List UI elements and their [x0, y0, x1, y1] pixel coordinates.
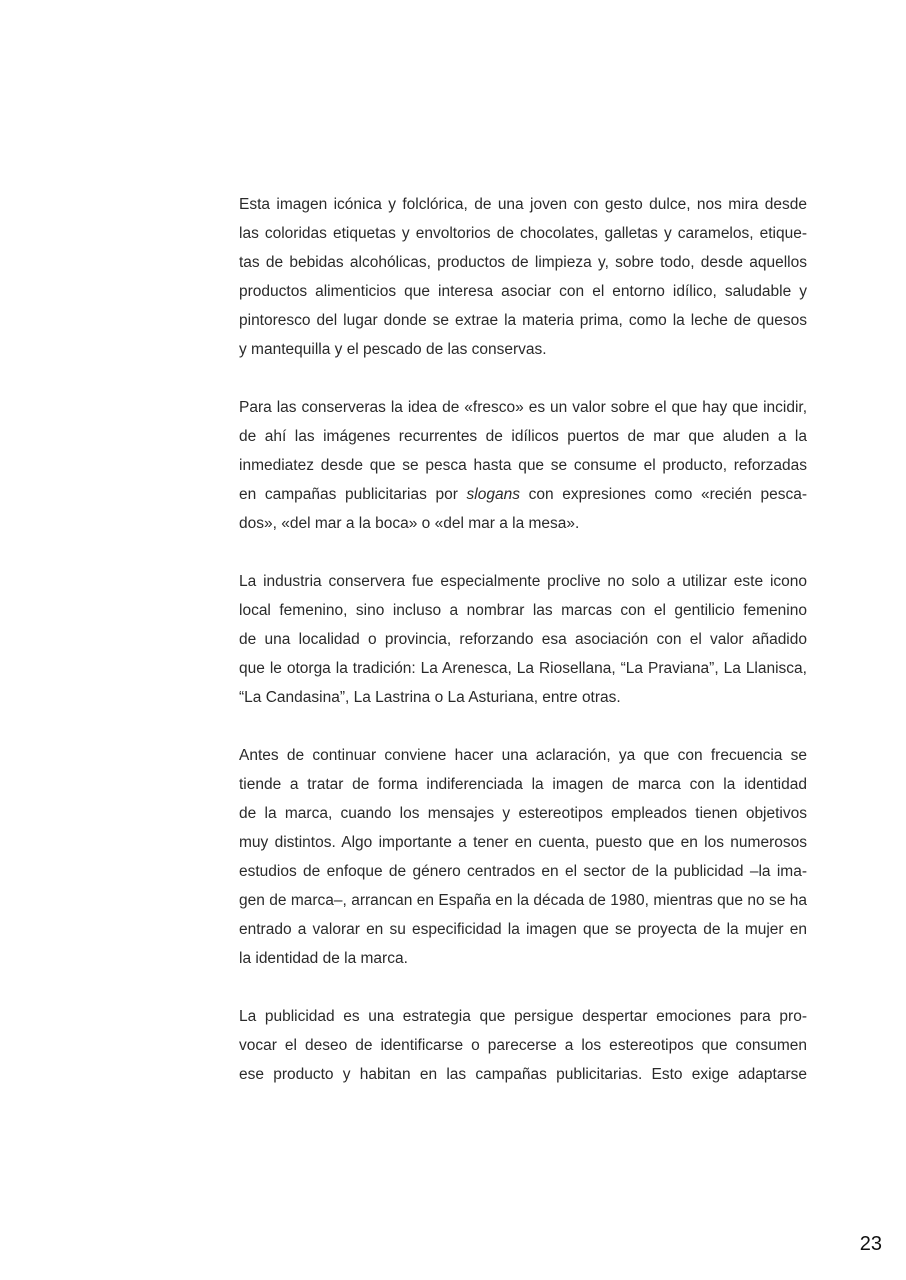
text-line: vocar el deseo de identificarse o parecerse a los estereotipos que consumen [239, 1037, 807, 1054]
text-line: de ahí las imágenes recurrentes de idílicos puertos de mar que aluden a la [239, 428, 807, 445]
text-line: La publicidad es una estrategia que persigue despertar emociones para pro- [239, 1008, 807, 1025]
text-line: La industria conservera fue especialmente proclive no solo a utilizar este icono [239, 573, 807, 590]
text-line: productos alimenticios que interesa asociar con el entorno idílico, saludable y [239, 283, 807, 300]
text-segment: en campañas publicitarias por [239, 486, 467, 503]
text-line: de la marca, cuando los mensajes y estereotipos empleados tienen objetivos [239, 805, 807, 822]
text-line: y mantequilla y el pescado de las conservas. [239, 341, 547, 358]
italic-term: slogans [466, 486, 520, 503]
text-line: tiende a tratar de forma indiferenciada la imagen de marca con la identidad [239, 776, 807, 793]
text-line: estudios de enfoque de género centrados en el sector de la publicidad –la ima- [239, 863, 807, 880]
text-line: la identidad de la marca. [239, 950, 408, 967]
text-line: Esta imagen icónica y folclórica, de una joven con gesto dulce, nos mira desde [239, 196, 807, 213]
text-line: Para las conserveras la idea de «fresco» es un valor sobre el que hay que incidir, [239, 399, 807, 416]
text-line: muy distintos. Algo importante a tener en cuenta, puesto que en los numerosos [239, 834, 807, 851]
paragraph-4 [239, 741, 807, 973]
text-line: de una localidad o provincia, reforzando esa asociación con el valor añadido [239, 631, 807, 648]
page-number: 23 [859, 1233, 882, 1255]
text-line: dos», «del mar a la boca» o «del mar a la mesa». [239, 515, 580, 532]
paragraph-2 [239, 393, 807, 538]
text-line: las coloridas etiquetas y envoltorios de chocolates, galletas y caramelos, etique- [239, 225, 807, 242]
text-line: tas de bebidas alcohólicas, productos de limpieza y, sobre todo, desde aquellos [239, 254, 807, 271]
text-line: Antes de continuar conviene hacer una aclaración, ya que con frecuencia se [239, 747, 807, 764]
text-line: “La Candasina”, La Lastrina o La Asturiana, entre otras. [239, 689, 621, 706]
paragraph-3 [239, 567, 807, 712]
text-line: gen de marca–, arrancan en España en la década de 1980, mientras que no se ha [239, 892, 807, 909]
text-line: entrado a valorar en su especificidad la imagen que se proyecta de la mujer en [239, 921, 807, 938]
text-line: que le otorga la tradición: La Arenesca, La Riosellana, “La Praviana”, La Llanisca, [239, 660, 807, 677]
text-line: inmediatez desde que se pesca hasta que se consume el producto, reforzadas [239, 457, 807, 474]
paragraph-5 [239, 1002, 807, 1089]
paragraph-1 [239, 190, 807, 364]
text-segment: con expresiones como «recién pesca- [519, 486, 807, 503]
text-line [239, 480, 807, 509]
body-text [239, 190, 807, 1118]
text-line: pintoresco del lugar donde se extrae la materia prima, como la leche de quesos [239, 312, 807, 329]
text-line: local femenino, sino incluso a nombrar las marcas con el gentilicio femenino [239, 602, 807, 619]
text-line: ese producto y habitan en las campañas publicitarias. Esto exige adaptarse [239, 1066, 807, 1083]
